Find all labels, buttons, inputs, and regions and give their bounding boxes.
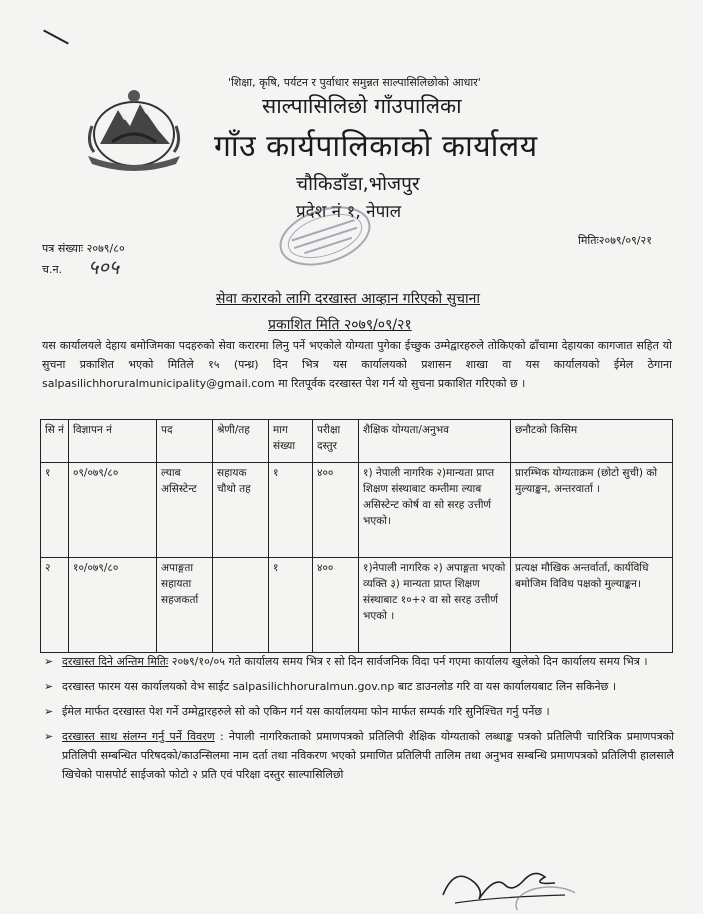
dispatch-label: च.न. bbox=[42, 263, 63, 276]
col-ad-no: विज्ञापन नं bbox=[69, 420, 157, 463]
col-serial: सि नं bbox=[41, 420, 69, 463]
office-motto: 'शिक्षा, कृषि, पर्यटन र पुर्वाधार समुन्नत साल्पासिलिछोको आधार' bbox=[228, 76, 481, 89]
cell-post: ल्याब असिस्टेन्ट bbox=[157, 463, 213, 558]
form-download-text: दरखास्त फारम यस कार्यालयको वेभ साईट salpasilichhoruralmun.gov.np बाट डाउनलोड गरि वा यस कार्यालयबाट लिन सकिनेछ । bbox=[62, 680, 617, 693]
cell-demand: १ bbox=[269, 463, 313, 558]
col-qualification: शैक्षिक योग्यता/अनुभव bbox=[359, 420, 511, 463]
arrow-bullet-icon: ➢ bbox=[44, 655, 54, 668]
cell-fee: ४०० bbox=[313, 463, 359, 558]
office-province: प्रदेश नं १, नेपाल bbox=[296, 202, 402, 222]
email-confirm-text: ईमेल मार्फत दरखास्त पेश गर्ने उम्मेद्वारहरुले सो को एकिन गर्न यस कार्यालयमा फोन मार्फत सम्पर्क गरि सुनिश्चित गर्नु पर्नेछ । bbox=[62, 705, 550, 718]
attachments-text: : नेपाली नागरिकताको प्रमाणपत्रको प्रतिलिपी शैक्षिक योग्यताको लब्धाङ्क पत्रको प्रतिलिपी चारित्रिक प्रमाणपत्रको प्रतिलिपी सम्बन्धित परिषदको/काउन्सिलमा नाम दर्ता तथा नविकरण भएको प्रमाणित प्रतिलिपी तालिम तथा अनुभव सम्बन्धि प्रमाणपत्रको प्रतिलिपी हालसालै खिचेको पासपोर्ट साईजको फोटो २ प्रति एवं परिक्षा दस्तुर साल्पासिलिछो bbox=[62, 730, 674, 781]
signature bbox=[435, 855, 575, 914]
cell-selection: प्रारम्भिक योग्यताक्रम (छोटो सुची) को मुल्याङ्कन, अन्तरवार्ता । bbox=[511, 463, 673, 558]
letter-number: पत्र संख्याः २०७९/८० bbox=[42, 242, 125, 255]
col-demand: माग संख्या bbox=[269, 420, 313, 463]
issue-date: मितिः२०७९/०९/२१ bbox=[578, 234, 652, 247]
arrow-bullet-icon: ➢ bbox=[44, 705, 54, 718]
arrow-bullet-icon: ➢ bbox=[44, 680, 54, 693]
pen-mark bbox=[43, 30, 69, 45]
cell-qualification: १)नेपाली नागरिक २) अपाङ्गता भएको व्यक्ति ३) मान्यता प्राप्त शिक्षण संस्थाबाट १०+२ वा सो सरह उत्तीर्ण भएको । bbox=[359, 558, 511, 653]
deadline-label: दरखास्त दिने अन्तिम मितिः bbox=[62, 655, 169, 668]
vacancy-table bbox=[40, 419, 673, 653]
table-row bbox=[41, 558, 673, 653]
deadline-text: २०७९/१०/०५ गते कार्यालय समय भित्र र सो दिन सार्वजनिक विदा पर्न गएमा कार्यालय खुलेको दिन कार्यालय समय भित्र । bbox=[168, 655, 648, 668]
cell-level: सहायक चौथो तह bbox=[213, 463, 269, 558]
instructions-list bbox=[42, 652, 674, 790]
arrow-bullet-icon: ➢ bbox=[44, 730, 54, 743]
office-stamp bbox=[270, 196, 380, 276]
cell-qualification: १) नेपाली नागरिक २)मान्यता प्राप्त शिक्षण संस्थाबाट कम्तीमा ल्याब असिस्टेन्ट कोर्ष वा सो सरह उत्तीर्ण भएको। bbox=[359, 463, 511, 558]
notice-title: सेवा करारको लागि दरखास्त आव्हान गरिएको सुचाना bbox=[216, 291, 480, 307]
municipality-name: साल्पासिलिछो गाँउपालिका bbox=[262, 94, 462, 118]
cell-serial: १ bbox=[41, 463, 69, 558]
notice-body: यस कार्यालयले देहाय बमोजिमका पदहरुको सेवा करारमा लिनु पर्ने भएकोले योग्यता पुगेका ईच्छुक उम्मेद्वारहरुले तोकिएको ढाँचामा देहायका कागजात सहित यो सुचना प्रकाशित भएको मितिले १५ (पन्ध्र) दिन भित्र यस कार्यालयको प्रशासन शाखा वा यस कार्यालयको ईमेल ठेगाना salpasilichhoruralmunicipality@gmail.com मा रितपूर्वक दरखास्त पेश गर्न यो सुचना प्रकाशित गरिएको छ । bbox=[42, 339, 672, 390]
table-header-row bbox=[41, 420, 673, 463]
list-item bbox=[42, 702, 674, 721]
cell-selection: प्रत्यक्ष मौखिक अन्तर्वार्ता, कार्यविधि बमोजिम विविध पक्षको मुल्याङ्कन। bbox=[511, 558, 673, 653]
office-address: चौकिडाँडा,भोजपुर bbox=[296, 173, 420, 195]
office-name: गाँउ कार्यपालिकाको कार्यालय bbox=[214, 129, 538, 164]
list-item bbox=[42, 677, 674, 696]
cell-ad-no: ०९/०७९/८० bbox=[69, 463, 157, 558]
government-emblem bbox=[78, 86, 190, 172]
dispatch-number: ५०५ bbox=[88, 255, 120, 279]
cell-demand: १ bbox=[269, 558, 313, 653]
list-item bbox=[42, 652, 674, 671]
table-row bbox=[41, 463, 673, 558]
attachments-label: दरखास्त साथ संलग्न गर्नु पर्ने विवरण bbox=[62, 730, 215, 743]
published-date: प्रकाशित मिति २०७९/०९/२१ bbox=[268, 317, 412, 333]
col-post: पद bbox=[157, 420, 213, 463]
col-selection: छनौटको किसिम bbox=[511, 420, 673, 463]
list-item bbox=[42, 727, 674, 784]
cell-post: अपाङ्गता सहायता सहजकर्ता bbox=[157, 558, 213, 653]
cell-ad-no: १०/०७९/८० bbox=[69, 558, 157, 653]
cell-level bbox=[213, 558, 269, 653]
cell-fee: ४०० bbox=[313, 558, 359, 653]
cell-serial: २ bbox=[41, 558, 69, 653]
col-level: श्रेणी/तह bbox=[213, 420, 269, 463]
col-fee: परीक्षा दस्तुर bbox=[313, 420, 359, 463]
